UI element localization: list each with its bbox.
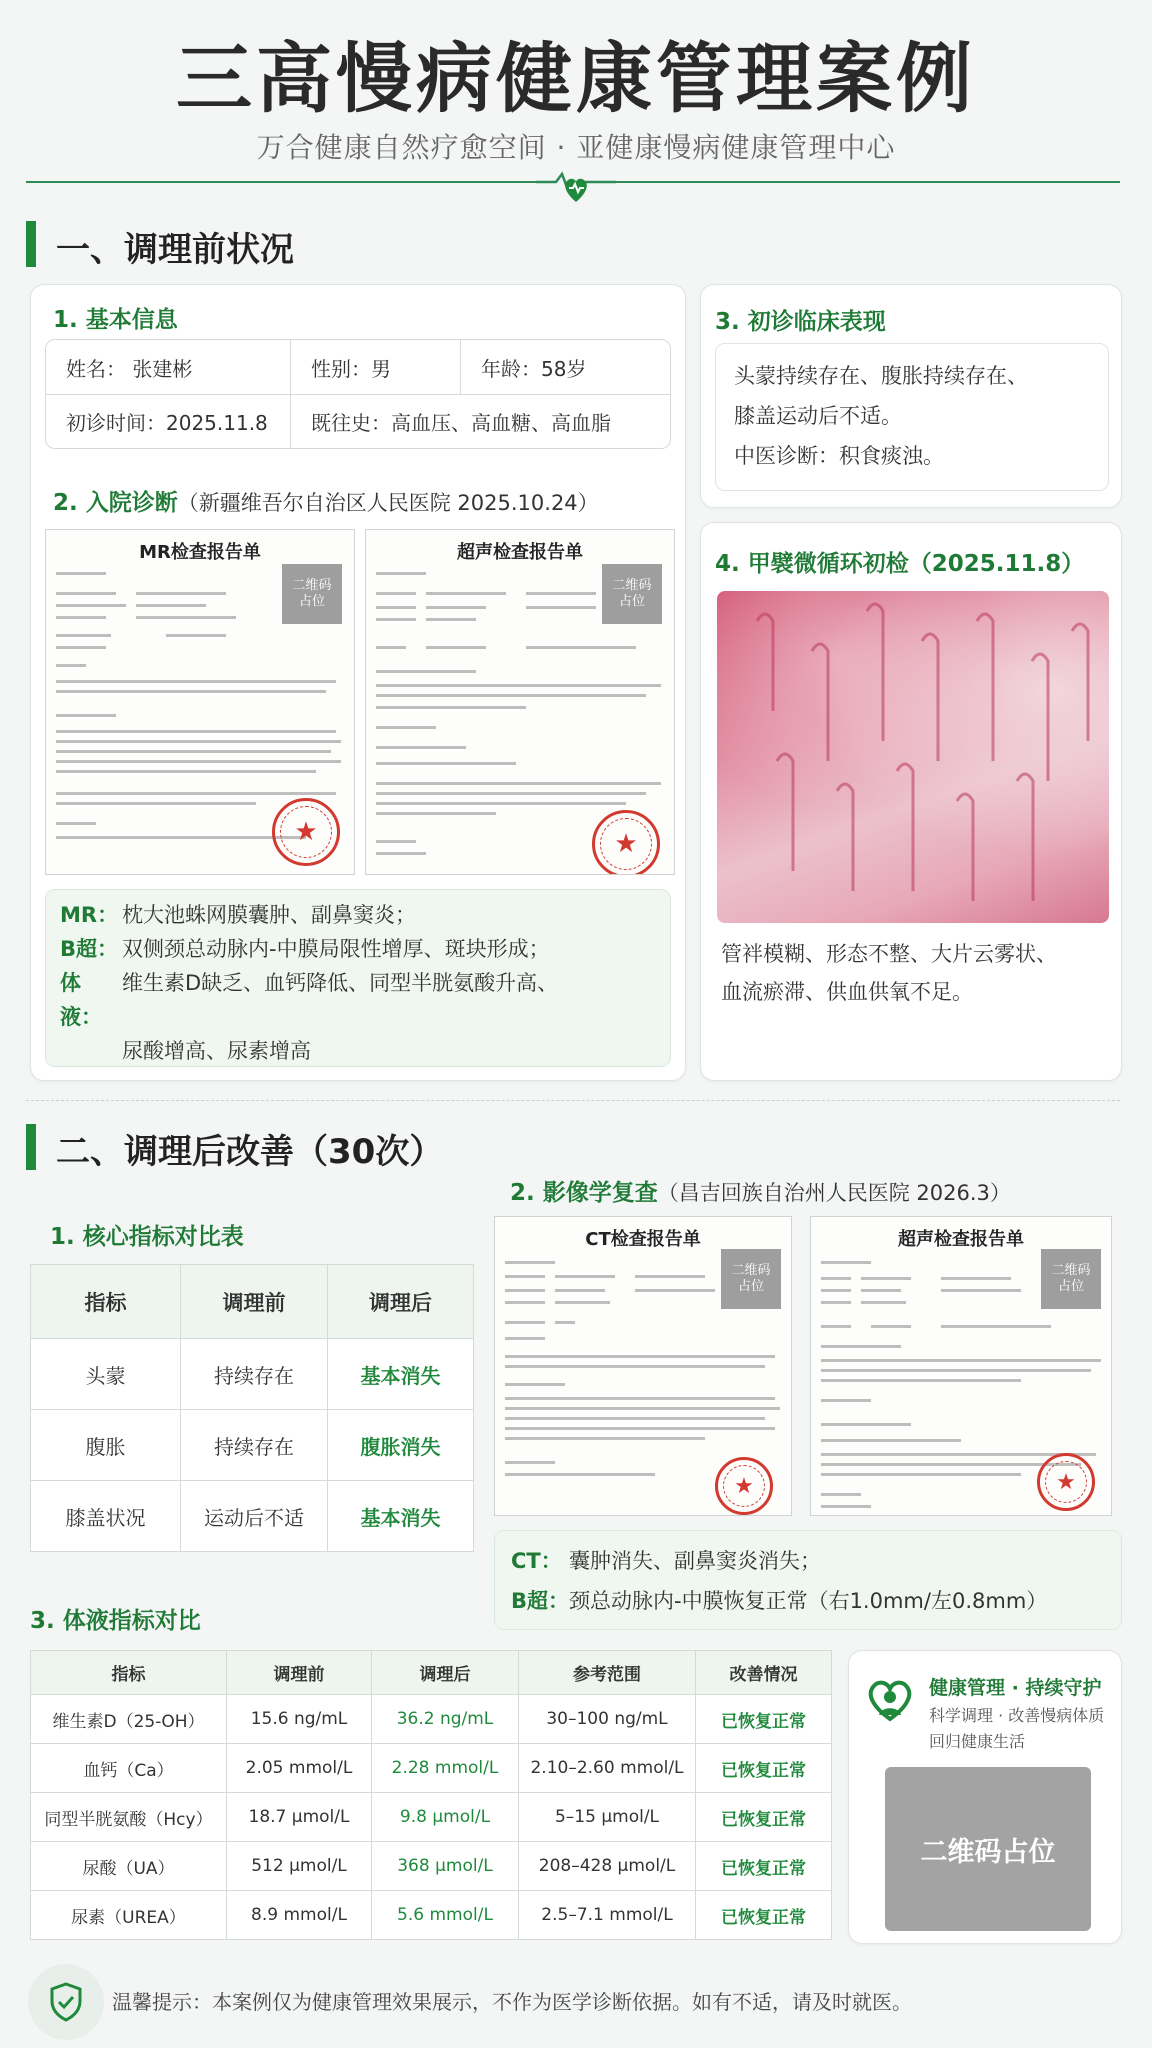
table-row: [31, 1793, 832, 1842]
qr-label: 占位: [1057, 1279, 1084, 1294]
table-header-row: [31, 1265, 474, 1339]
heartbeat-icon: [536, 168, 616, 208]
basic-info-title: 1. 基本信息: [53, 307, 178, 333]
capillary-desc: [721, 935, 1057, 1011]
table-cell: 9.8 μmol/L: [372, 1793, 519, 1842]
diagnosis-note: （新疆维吾尔自治区人民医院 2025.10.24）: [177, 491, 599, 515]
table-cell: 血钙（Ca）: [31, 1744, 227, 1793]
qr-code-placeholder[interactable]: 二维码占位: [885, 1767, 1091, 1931]
table-row: [31, 1744, 832, 1793]
qr-label: 二维码: [292, 577, 332, 593]
table-cell: 腹胀消失: [328, 1410, 474, 1481]
capillary-card: [700, 522, 1122, 1081]
finding-line: [511, 1541, 1105, 1581]
table-cell: 尿素（UREA）: [31, 1891, 227, 1940]
mr-report-title: MR检查报告单: [139, 542, 261, 563]
imaging-title: [510, 1174, 1011, 1207]
section2-heading: 二、调理后改善（30次）: [56, 1132, 444, 1172]
status-cell: 已恢复正常: [696, 1695, 832, 1744]
status-cell: 已恢复正常: [696, 1842, 832, 1891]
table-cell: 基本消失: [328, 1481, 474, 1552]
table-cell: 维生素D（25-OH）: [31, 1695, 227, 1744]
pre-status-card: [30, 284, 686, 1081]
table-row: [31, 1891, 832, 1940]
qr-label: 占位: [618, 594, 645, 609]
page-subtitle: 万合健康自然疗愈空间 · 亚健康慢病健康管理中心: [256, 131, 896, 164]
page-title: 三高慢病健康管理案例: [176, 34, 976, 123]
table-header: 参考范围: [519, 1651, 696, 1695]
capillary-title: 4. 甲襞微循环初检（2025.11.8）: [715, 551, 1085, 577]
clinical-box: [715, 343, 1109, 491]
table-cell: 膝盖状况: [31, 1481, 181, 1552]
qr-label: 占位: [298, 594, 325, 609]
footer-disclaimer: 温馨提示：本案例仅为健康管理效果展示，不作为医学诊断依据。如有不适，请及时就医。: [112, 1990, 912, 2014]
finding-label: B超：: [511, 1589, 570, 1613]
qr-placeholder: [1041, 1249, 1101, 1309]
qr-label: 二维码: [612, 577, 652, 593]
table-header: 调理后: [372, 1651, 519, 1695]
hospital-stamp-icon: ★: [592, 810, 660, 875]
table-cell: 512 μmol/L: [227, 1842, 372, 1891]
status-cell: 已恢复正常: [696, 1891, 832, 1940]
table-header: 调理前: [181, 1265, 328, 1339]
qr-placeholder: [602, 564, 662, 624]
post-findings-box: [494, 1530, 1122, 1630]
ct-report-image: [494, 1216, 792, 1516]
ct-report-title: CT检查报告单: [585, 1229, 701, 1250]
table-cell: 2.05 mmol/L: [227, 1744, 372, 1793]
section-marker: [26, 221, 36, 267]
table-cell: 2.5–7.1 mmol/L: [519, 1891, 696, 1940]
promo-line: 回归健康生活: [929, 1732, 1026, 1751]
table-cell: 8.9 mmol/L: [227, 1891, 372, 1940]
shield-check-icon: [28, 1964, 104, 2040]
promo-title: 健康管理 · 持续守护: [929, 1677, 1102, 1699]
ultrasound-report-title: 超声检查报告单: [457, 542, 583, 563]
table-header: 改善情况: [696, 1651, 832, 1695]
clinical-text: 膝盖运动后不适。: [734, 404, 902, 428]
finding-label: MR：: [60, 903, 119, 927]
section1-heading: 一、调理前状况: [56, 230, 294, 270]
hospital-stamp-icon: ★: [1037, 1453, 1095, 1511]
capillary-text: 血流瘀滞、供血供氧不足。: [721, 980, 973, 1004]
capillary-text: 管袢模糊、形态不整、大片云雾状、: [721, 942, 1057, 966]
table-cell: 持续存在: [181, 1410, 328, 1481]
qr-placeholder: [721, 1249, 781, 1309]
table-row: [31, 1339, 474, 1410]
finding-line: [60, 898, 656, 932]
patient-age: 年龄：58岁: [460, 340, 670, 394]
table-cell: 持续存在: [181, 1339, 328, 1410]
table-row: [31, 1410, 474, 1481]
clinical-title: 3. 初诊临床表现: [715, 309, 886, 335]
promo-line: 科学调理 · 改善慢病体质: [929, 1706, 1105, 1725]
finding-text: 颈总动脉内-中膜恢复正常（右1.0mm/左0.8mm）: [569, 1589, 1048, 1613]
pre-findings-box: [45, 889, 671, 1067]
table-header-row: [31, 1651, 832, 1695]
ultrasound-recheck-image: [810, 1216, 1112, 1516]
finding-line: [60, 966, 656, 1034]
ultrasound-recheck-title: 超声检查报告单: [898, 1229, 1024, 1250]
patient-gender: 性别：男: [290, 340, 460, 394]
medical-history: 既往史：高血压、高血糖、高血脂: [290, 395, 670, 448]
table-cell: 尿酸（UA）: [31, 1842, 227, 1891]
fluid-comparison-table: [30, 1650, 832, 1940]
section-marker: [26, 1124, 36, 1170]
finding-text: 枕大池蛛网膜囊肿、副鼻窦炎；: [122, 903, 416, 927]
finding-line: [511, 1581, 1105, 1621]
table-cell: 5–15 μmol/L: [519, 1793, 696, 1842]
imaging-note: （昌吉回族自治州人民医院 2026.3）: [657, 1181, 1011, 1205]
finding-line: [60, 1034, 656, 1068]
table-header: 调理后: [328, 1265, 474, 1339]
ultrasound-report-image: [365, 529, 675, 875]
clinical-card: [700, 284, 1122, 508]
table-cell: 2.10–2.60 mmol/L: [519, 1744, 696, 1793]
first-visit-date: 初诊时间：2025.11.8: [66, 411, 268, 435]
patient-name: 姓名： 张建彬: [66, 356, 193, 381]
status-cell: 已恢复正常: [696, 1744, 832, 1793]
table-cell: 368 μmol/L: [372, 1842, 519, 1891]
hospital-stamp-icon: ★: [715, 1457, 773, 1515]
table-row: [31, 1695, 832, 1744]
fluid-title: 3. 体液指标对比: [30, 1608, 201, 1634]
heart-person-icon: [865, 1675, 915, 1731]
core-comparison-table: [30, 1264, 474, 1552]
table-header: 指标: [31, 1265, 181, 1339]
table-cell: 运动后不适: [181, 1481, 328, 1552]
qr-label: 二维码: [731, 1262, 771, 1278]
table-header: 调理前: [227, 1651, 372, 1695]
mr-report-image: [45, 529, 355, 875]
core-title: 1. 核心指标对比表: [50, 1224, 244, 1250]
qr-placeholder: [282, 564, 342, 624]
table-cell: 同型半胱氨酸（Hcy）: [31, 1793, 227, 1842]
promo-card: [848, 1650, 1122, 1944]
section-divider: [26, 1100, 1120, 1101]
capillary-photo: [717, 591, 1109, 923]
finding-text: 双侧颈总动脉内-中膜局限性增厚、斑块形成；: [122, 937, 550, 961]
table-cell: 基本消失: [328, 1339, 474, 1410]
clinical-text: 中医诊断：积食痰浊。: [734, 444, 944, 468]
status-cell: 已恢复正常: [696, 1793, 832, 1842]
imaging-title-text: 2. 影像学复查: [510, 1180, 658, 1206]
diagnosis-title-text: 2. 入院诊断: [53, 490, 178, 516]
finding-label: [60, 1034, 122, 1068]
basic-info-table: [45, 339, 671, 449]
finding-text: 维生素D缺乏、血钙降低、同型半胱氨酸升高、: [122, 971, 559, 995]
table-cell: 15.6 ng/mL: [227, 1695, 372, 1744]
finding-text: 囊肿消失、副鼻窦炎消失；: [569, 1549, 821, 1573]
table-cell: 30–100 ng/mL: [519, 1695, 696, 1744]
table-cell: 头蒙: [31, 1339, 181, 1410]
finding-label: 体液：: [60, 971, 102, 1029]
finding-text: 尿酸增高、尿素增高: [122, 1039, 311, 1063]
table-cell: 5.6 mmol/L: [372, 1891, 519, 1940]
finding-line: [60, 932, 656, 966]
table-cell: 2.28 mmol/L: [372, 1744, 519, 1793]
table-cell: 18.7 μmol/L: [227, 1793, 372, 1842]
table-row: [31, 1842, 832, 1891]
finding-label: B超：: [60, 937, 119, 961]
qr-label: 占位: [737, 1279, 764, 1294]
finding-label: CT：: [511, 1549, 562, 1573]
table-row: [31, 1481, 474, 1552]
qr-label: 二维码: [1051, 1262, 1091, 1278]
table-cell: 36.2 ng/mL: [372, 1695, 519, 1744]
clinical-text: 头蒙持续存在、腹胀持续存在、: [734, 364, 1028, 388]
table-header: 指标: [31, 1651, 227, 1695]
table-cell: 腹胀: [31, 1410, 181, 1481]
diagnosis-title: [53, 484, 599, 517]
table-cell: 208–428 μmol/L: [519, 1842, 696, 1891]
hospital-stamp-icon: ★: [272, 798, 340, 866]
